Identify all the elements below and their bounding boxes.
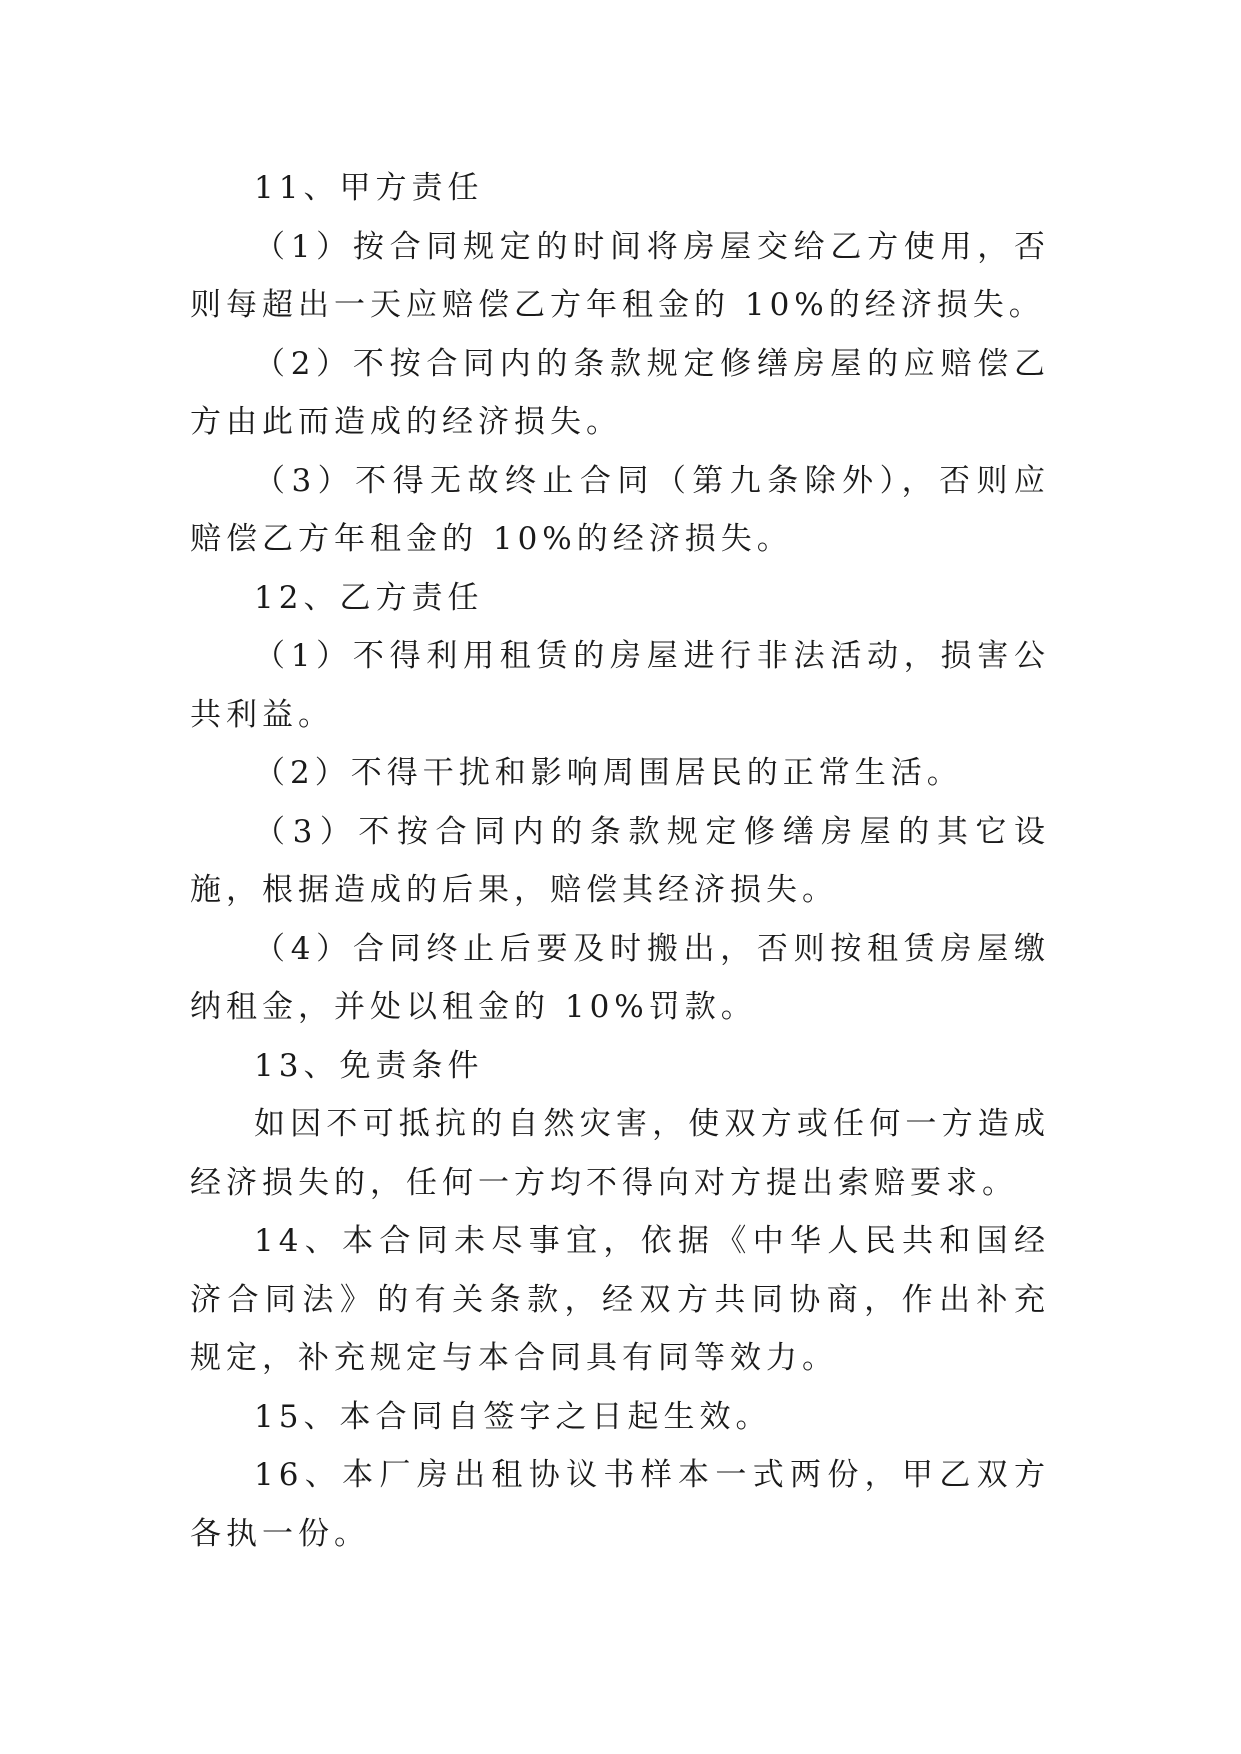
clause-13-text: 如因不可抵抗的自然灾害，使双方或任何一方造成经济损失的，任何一方均不得向对方提出索赔要求。 — [190, 1106, 1050, 1201]
clause-14-text: 14、本合同未尽事宜，依据《中华人民共和国经济合同法》的有关条款，经双方共同协商，作出补充规定，补充规定与本合同具有同等效力。 — [190, 1223, 1050, 1376]
clause-13-heading: 13、免责条件 — [254, 1047, 484, 1084]
clause-12-item-3: （3）不按合同内的条款规定修缮房屋的其它设施，根据造成的后果，赔偿其经济损失。 — [190, 813, 1050, 908]
clause-11-item-2: （2）不按合同内的条款规定修缮房屋的应赔偿乙方由此而造成的经济损失。 — [190, 345, 1050, 440]
clause-11-item-3: （3）不得无故终止合同（第九条除外），否则应赔偿乙方年租金的 10%的经济损失。 — [190, 462, 1050, 557]
clause-11-heading: 11、甲方责任 — [254, 170, 484, 206]
clause-12-item-2: （2）不得干扰和影响周围居民的正常生活。 — [254, 755, 963, 791]
document-body — [190, 159, 1050, 1563]
clause-15-text: 15、本合同自签字之日起生效。 — [254, 1398, 772, 1435]
clause-16-text: 16、本厂房出租协议书样本一式两份，甲乙双方各执一份。 — [190, 1457, 1050, 1552]
clause-12-item-4: （4）合同终止后要及时搬出，否则按租赁房屋缴纳租金，并处以租金的 10%罚款。 — [190, 930, 1050, 1025]
clause-11-item-1: （1）按合同规定的时间将房屋交给乙方使用，否则每超出一天应赔偿乙方年租金的 10%的经济损失。 — [190, 228, 1050, 323]
clause-12-heading: 12、乙方责任 — [254, 579, 484, 616]
clause-12-item-1: （1）不得利用租赁的房屋进行非法活动，损害公共利益。 — [190, 638, 1050, 733]
